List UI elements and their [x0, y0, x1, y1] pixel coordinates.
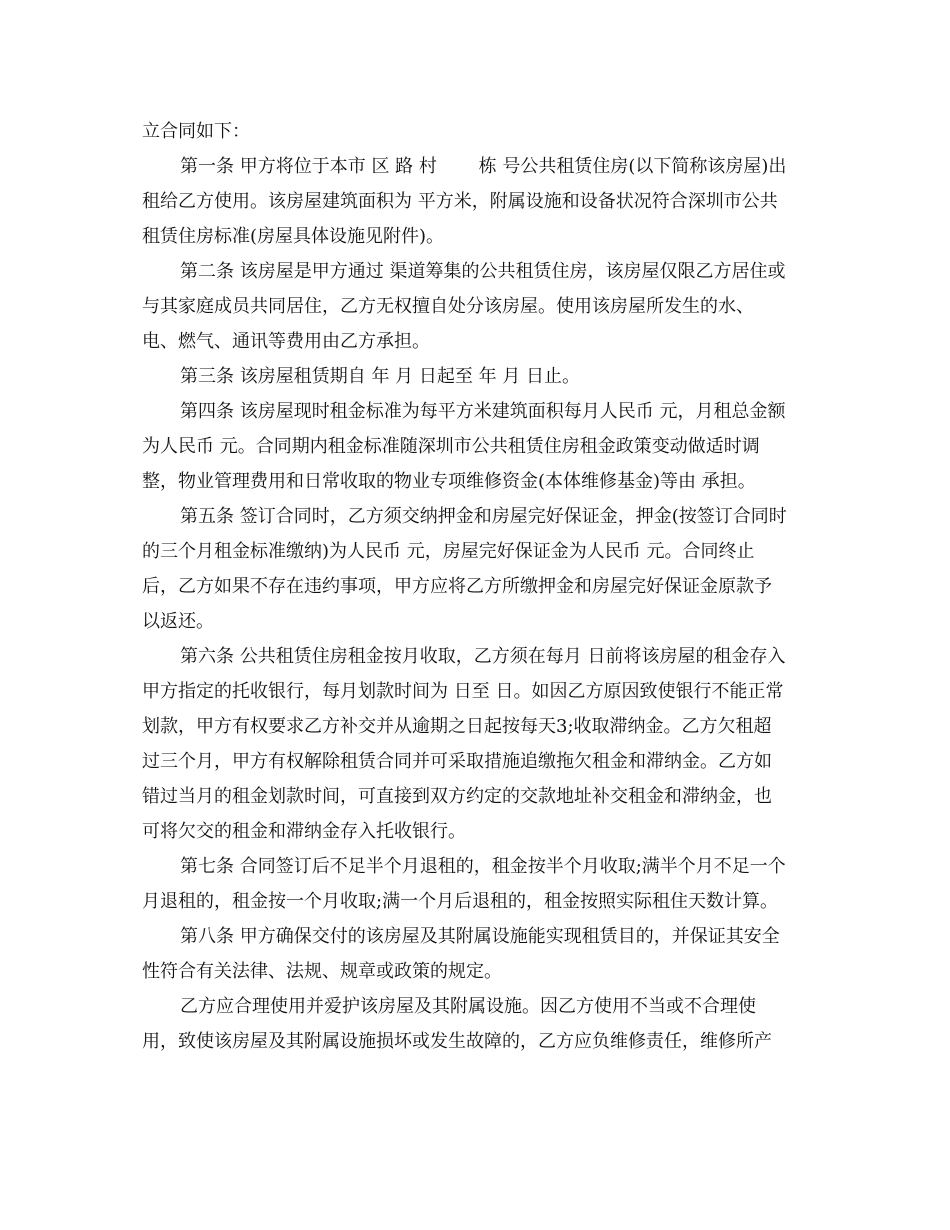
- text-line: 第一条 甲方将位于本市 区 路 村 栋 号公共租赁住房(以下简称该房屋)出: [180, 156, 787, 177]
- text-line: 第五条 签订合同时，乙方须交纳押金和房屋完好保证金，押金(按签订合同时: [180, 506, 787, 527]
- text-line: 电、燃气、通讯等费用由乙方承担。: [142, 331, 430, 352]
- text-line: 租赁住房标准(房屋具体设施见附件)。: [142, 226, 445, 247]
- text-line: 立合同如下：: [142, 121, 250, 142]
- text-line: 过三个月，甲方有权解除租赁合同并可采取措施追缴拖欠租金和滞纳金。乙方如: [142, 751, 772, 772]
- text-line: 的三个月租金标准缴纳)为人民币 元，房屋完好保证金为人民币 元。合同终止: [142, 541, 755, 562]
- text-line: 乙方应合理使用并爱护该房屋及其附属设施。因乙方使用不当或不合理使: [180, 996, 756, 1017]
- text-line: 第三条 该房屋租赁期自 年 月 日起至 年 月 日止。: [180, 366, 581, 387]
- text-line: 性符合有关法律、法规、规章或政策的规定。: [142, 961, 502, 982]
- text-line: 月退租的，租金按一个月收取;满一个月后退租的，租金按照实际租住天数计算。: [142, 891, 779, 912]
- text-line: 为人民币 元。合同期内租金标准随深圳市公共租赁住房租金政策变动做适时调: [142, 436, 760, 457]
- text-line: 划款，甲方有权要求乙方补交并从逾期之日起按每天3;收取滞纳金。乙方欠租超: [142, 716, 772, 737]
- text-line: 以返还。: [142, 611, 214, 632]
- text-line: 可将欠交的租金和滞纳金存入托收银行。: [142, 821, 466, 842]
- text-line: 第六条 公共租赁住房租金按月收取，乙方须在每月 日前将该房屋的租金存入: [180, 646, 786, 667]
- text-line: 第七条 合同签订后不足半个月退租的，租金按半个月收取;满半个月不足一个: [180, 856, 786, 877]
- text-line: 租给乙方使用。该房屋建筑面积为 平方米，附属设施和设备状况符合深圳市公共: [142, 191, 778, 212]
- text-line: 后，乙方如果不存在违约事项，甲方应将乙方所缴押金和房屋完好保证金原款予: [142, 576, 772, 597]
- text-line: 第二条 该房屋是甲方通过 渠道筹集的公共租赁住房，该房屋仅限乙方居住或: [180, 261, 786, 282]
- text-line: 与其家庭成员共同居住，乙方无权擅自处分该房屋。使用该房屋所发生的水、: [142, 296, 754, 317]
- text-line: 整，物业管理费用和日常收取的物业专项维修资金(本体维修基金)等由 承担。: [142, 471, 756, 492]
- text-line: 错过当月的租金划款时间，可直接到双方约定的交款地址补交租金和滞纳金，也: [142, 786, 772, 807]
- text-line: 甲方指定的托收银行，每月划款时间为 日至 日。如因乙方原因致使银行不能正常: [142, 681, 784, 702]
- text-line: 第四条 该房屋现时租金标准为每平方米建筑面积每月人民币 元，月租总金额: [180, 401, 786, 422]
- text-line: 用，致使该房屋及其附属设施损坏或发生故障的，乙方应负维修责任，维修所产: [142, 1031, 772, 1052]
- contract-body: [142, 114, 812, 1059]
- text-line: 第八条 甲方确保交付的该房屋及其附属设施能实现租赁目的，并保证其安全: [180, 926, 780, 947]
